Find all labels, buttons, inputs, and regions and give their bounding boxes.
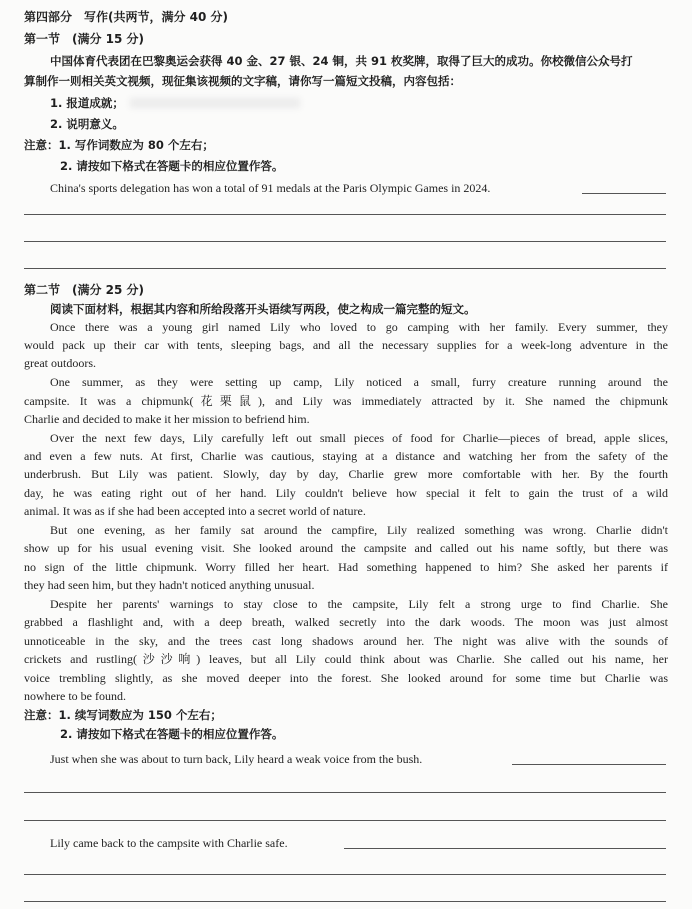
section2-note1: 注意：1. 续写词数应为 150 个左右；: [24, 708, 222, 722]
section1-prompt-line1: 中国体育代表团在巴黎奥运会获得 40 金、27 银、24 铜，共 91 枚奖牌，取得了巨大的成功。你校微信公众号打: [50, 54, 633, 68]
passage-line: campsite. It was a chipmunk(花栗鼠), and Lily was immediately attracted by it. She named the chipmunk: [24, 394, 668, 408]
section1-note1: 注意：1. 写作词数应为 80 个左右；: [24, 138, 214, 152]
section2-starter2: Lily came back to the campsite with Charlie safe.: [50, 836, 288, 850]
passage-line: voice trembling slightly, as she moved deeper into the forest. She looked around for some time but Charlie was: [24, 671, 668, 685]
passage-line: crickets and rustling(沙沙响) leaves, but all Lily could think about was Charlie. She called out his name, her: [24, 652, 668, 666]
passage-line: animal. It was as if she had been accepted into a secret world of nature.: [24, 504, 366, 518]
passage-line: grabbed a flashlight and, with a deep breath, walked secretly into the dark woods. The moon was just almost: [24, 615, 668, 629]
passage-line: would pack up their car with tents, sleeping bags, and all the necessary supplies for a week-long adventure in the: [24, 338, 668, 352]
section2-note2: 2. 请按如下格式在答题卡的相应位置作答。: [60, 727, 284, 741]
part-title: 第四部分 写作(共两节，满分 40 分): [24, 10, 229, 24]
answer-blank: [512, 764, 666, 765]
answer-line: [24, 241, 666, 242]
passage-line: show up for his usual evening visit. She looked around the campsite and called out his name softly, but there was: [24, 541, 668, 555]
section1-prompt-line2: 算制作一则相关英文视频，现征集该视频的文字稿，请你写一篇短文投稿，内容包括：: [24, 74, 461, 88]
section1-starter: China's sports delegation has won a total of 91 medals at the Paris Olympic Games in 2024.: [50, 181, 491, 195]
answer-blank: [582, 193, 666, 194]
answer-blank: [344, 848, 666, 849]
answer-line: [24, 792, 666, 793]
section2-title: 第二节 (满分 25 分): [24, 283, 145, 297]
passage-line: Charlie and decided to make it her mission to befriend him.: [24, 412, 310, 426]
answer-line: [24, 901, 666, 902]
blurred-area: [130, 98, 300, 108]
passage-line: great outdoors.: [24, 356, 96, 370]
passage-line: and even a few nuts. At first, Charlie was cautious, staying at a distance and watching her from the safety of the: [24, 449, 668, 463]
passage-line: But one evening, as her family sat around the campfire, Lily realized something was wrong. Charlie didn't: [50, 523, 668, 537]
section1-point1: 1. 报道成就；: [50, 96, 124, 110]
section1-title: 第一节 (满分 15 分): [24, 32, 145, 46]
passage-line: One summer, as they were setting up camp, Lily noticed a small, furry creature running around the: [50, 375, 668, 389]
passage-line: Over the next few days, Lily carefully left out small pieces of food for Charlie—pieces of bread, apple slices,: [50, 431, 668, 445]
passage-line: unnoticeable in the sky, and the trees cast long shadows around her. The night was alive with the sounds of: [24, 634, 668, 648]
passage-line: no sign of the little chipmunk. Worry filled her heart. Had something happened to him? She asked her parents if: [24, 560, 668, 574]
section2-starter1: Just when she was about to turn back, Lily heard a weak voice from the bush.: [50, 752, 423, 766]
answer-line: [24, 820, 666, 821]
answer-line: [24, 874, 666, 875]
section2-instruction: 阅读下面材料，根据其内容和所给段落开头语续写两段，使之构成一篇完整的短文。: [50, 302, 476, 316]
section1-note2: 2. 请按如下格式在答题卡的相应位置作答。: [60, 159, 284, 173]
passage-line: Once there was a young girl named Lily who loved to go camping with her family. Every summer, they: [50, 320, 668, 334]
passage-line: underbrush. But Lily was patient. Slowly, day by day, Charlie grew more comfortable with her. By the fourth: [24, 467, 668, 481]
passage-line: day, he was eating right out of her hand. Lily couldn't believe how special it felt to gain the trust of a wild: [24, 486, 668, 500]
answer-line: [24, 214, 666, 215]
answer-line: [24, 268, 666, 269]
passage-line: they had seen him, but they hadn't noticed anything unusual.: [24, 578, 315, 592]
passage-line: Despite her parents' warnings to stay close to the campsite, Lily felt a strong urge to find Charlie. She: [50, 597, 668, 611]
section1-point2: 2. 说明意义。: [50, 117, 124, 131]
passage-line: nowhere to be found.: [24, 689, 126, 703]
